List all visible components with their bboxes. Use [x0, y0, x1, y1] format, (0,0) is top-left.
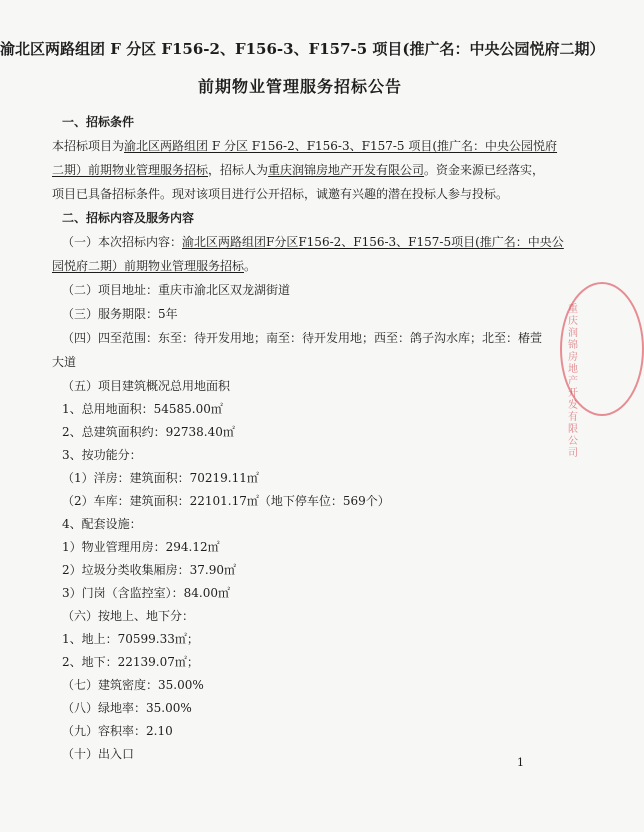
- page-number: 1: [517, 756, 524, 769]
- item5-2: 2、总建筑面积约：92738.40㎡: [62, 425, 235, 439]
- item6-2: 2、地下：22139.07㎡；: [62, 655, 199, 669]
- item3: （三）服务期限：5年: [62, 307, 178, 321]
- item5-3-1: （1）洋房：建筑面积：70219.11㎡: [62, 471, 259, 485]
- item2: （二）项目地址：重庆市渝北区双龙湖街道: [62, 283, 291, 297]
- text: ，招标人为: [208, 163, 269, 177]
- tender-content-cont: 园悦府二期）前期物业管理服务招标: [52, 259, 245, 273]
- section2-heading: 二、招标内容及服务内容: [62, 211, 195, 225]
- text: （一）本次招标内容：: [62, 235, 183, 249]
- item5: （五）项目建筑概况总用地面积: [62, 379, 231, 393]
- section1-line2: [52, 162, 544, 178]
- item1-line2: [52, 258, 256, 274]
- item6: （六）按地上、地下分：: [62, 609, 195, 623]
- item10: （十）出入口: [62, 747, 135, 761]
- item7: （七）建筑密度：35.00%: [62, 678, 204, 692]
- item5-4-1: 1）物业管理用房：294.12㎡: [62, 540, 220, 554]
- item1-line1: [62, 234, 564, 250]
- section1-line1: [52, 138, 557, 154]
- project-name-cont: 二期）前期物业管理服务招标: [52, 163, 209, 177]
- item5-1: 1、总用地面积：54585.00㎡: [62, 402, 223, 416]
- text: 。资金来源已经落实，: [424, 163, 545, 177]
- item4-line2: 大道: [52, 355, 77, 369]
- doc-title-line1: 渝北区两路组团 F 分区 F156-2、F156-3、F157-5 项目(推广名：中央公园悦府二期）: [0, 40, 605, 58]
- section1-line3: 项目已具备招标条件。现对该项目进行公开招标，诚邀有兴趣的潜在投标人参与投标。: [52, 187, 509, 201]
- project-name: 渝北区两路组团 F 分区 F156-2、F156-3、F157-5 项目(推广名：中央公园悦府: [124, 139, 558, 153]
- seal-text: 重庆润锦房地产开发有限公司: [568, 304, 578, 459]
- item6-1: 1、地上：70599.33㎡；: [62, 632, 199, 646]
- item4-line1: （四）四至范围：东至：待开发用地；南至：待开发用地；西至：鸽子沟水库；北至：椿萱: [62, 331, 543, 345]
- item5-3-2: （2）车库：建筑面积：22101.17㎡（地下停车位：569个）: [62, 494, 390, 508]
- tenderer-name: 重庆润锦房地产开发有限公司: [268, 163, 425, 177]
- item9: （九）容积率：2.10: [62, 724, 173, 738]
- text: 。: [244, 259, 257, 273]
- text: 本招标项目为: [52, 139, 125, 153]
- item8: （八）绿地率：35.00%: [62, 701, 192, 715]
- doc-title-line2: 前期物业管理服务招标公告: [197, 77, 402, 96]
- item5-4: 4、配套设施：: [62, 517, 142, 531]
- item5-4-2: 2）垃圾分类收集厢房：37.90㎡: [62, 563, 236, 577]
- item5-3: 3、按功能分：: [62, 448, 142, 462]
- company-seal: [560, 282, 644, 459]
- item5-4-3: 3）门岗（含监控室）：84.00㎡: [62, 586, 230, 600]
- tender-content: 渝北区两路组团F分区F156-2、F156-3、F157-5项目(推广名：中央公: [182, 235, 564, 249]
- section1-heading: 一、招标条件: [62, 115, 135, 129]
